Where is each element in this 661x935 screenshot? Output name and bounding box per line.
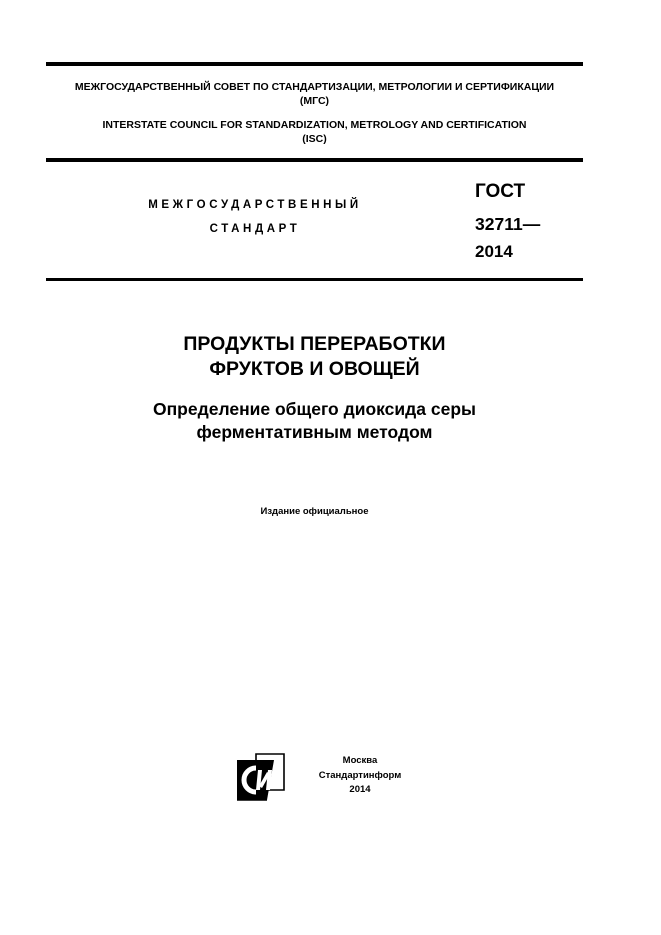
publisher-city: Москва bbox=[342, 755, 378, 766]
document-title bbox=[46, 332, 583, 382]
gost-year: 2014 bbox=[475, 242, 513, 261]
middle-divider bbox=[46, 158, 583, 162]
document-subtitle-line2: ферментативным методом bbox=[196, 422, 433, 442]
document-title-line1: ПРОДУКТЫ ПЕРЕРАБОТКИ bbox=[183, 333, 446, 355]
publisher-imprint bbox=[314, 754, 406, 798]
gost-prefix: ГОСТ bbox=[475, 181, 526, 202]
edition-note: Издание официальное bbox=[260, 506, 369, 517]
standard-kind-line1: МЕЖГОСУДАРСТВЕННЫЙ bbox=[148, 199, 362, 211]
standard-kind-line2: СТАНДАРТ bbox=[209, 223, 301, 235]
lower-divider bbox=[46, 278, 583, 281]
gost-number: 32711— bbox=[475, 214, 541, 234]
publisher-name: Стандартинформ bbox=[318, 769, 402, 781]
council-name-ru bbox=[46, 80, 583, 108]
document-subtitle-line1: Определение общего диоксида серы bbox=[153, 399, 476, 419]
council-abbr-ru: (МГС) bbox=[299, 95, 330, 107]
document-subtitle bbox=[46, 398, 583, 444]
council-name-ru-line1: МЕЖГОСУДАРСТВЕННЫЙ СОВЕТ ПО СТАНДАРТИЗАЦИИ, МЕТРОЛОГИИ И СЕРТИФИКАЦИИ bbox=[74, 81, 555, 93]
publisher-year: 2014 bbox=[349, 784, 371, 795]
council-abbr-en: (ISC) bbox=[302, 133, 327, 145]
standartinform-logo-icon bbox=[234, 752, 286, 802]
top-divider bbox=[46, 62, 583, 66]
document-title-line2: ФРУКТОВ И ОВОЩЕЙ bbox=[209, 358, 420, 380]
standard-kind bbox=[125, 193, 385, 241]
council-name-en-line1: INTERSTATE COUNCIL FOR STANDARDIZATION, METROLOGY AND CERTIFICATION bbox=[102, 119, 527, 131]
council-name-en bbox=[46, 118, 583, 146]
